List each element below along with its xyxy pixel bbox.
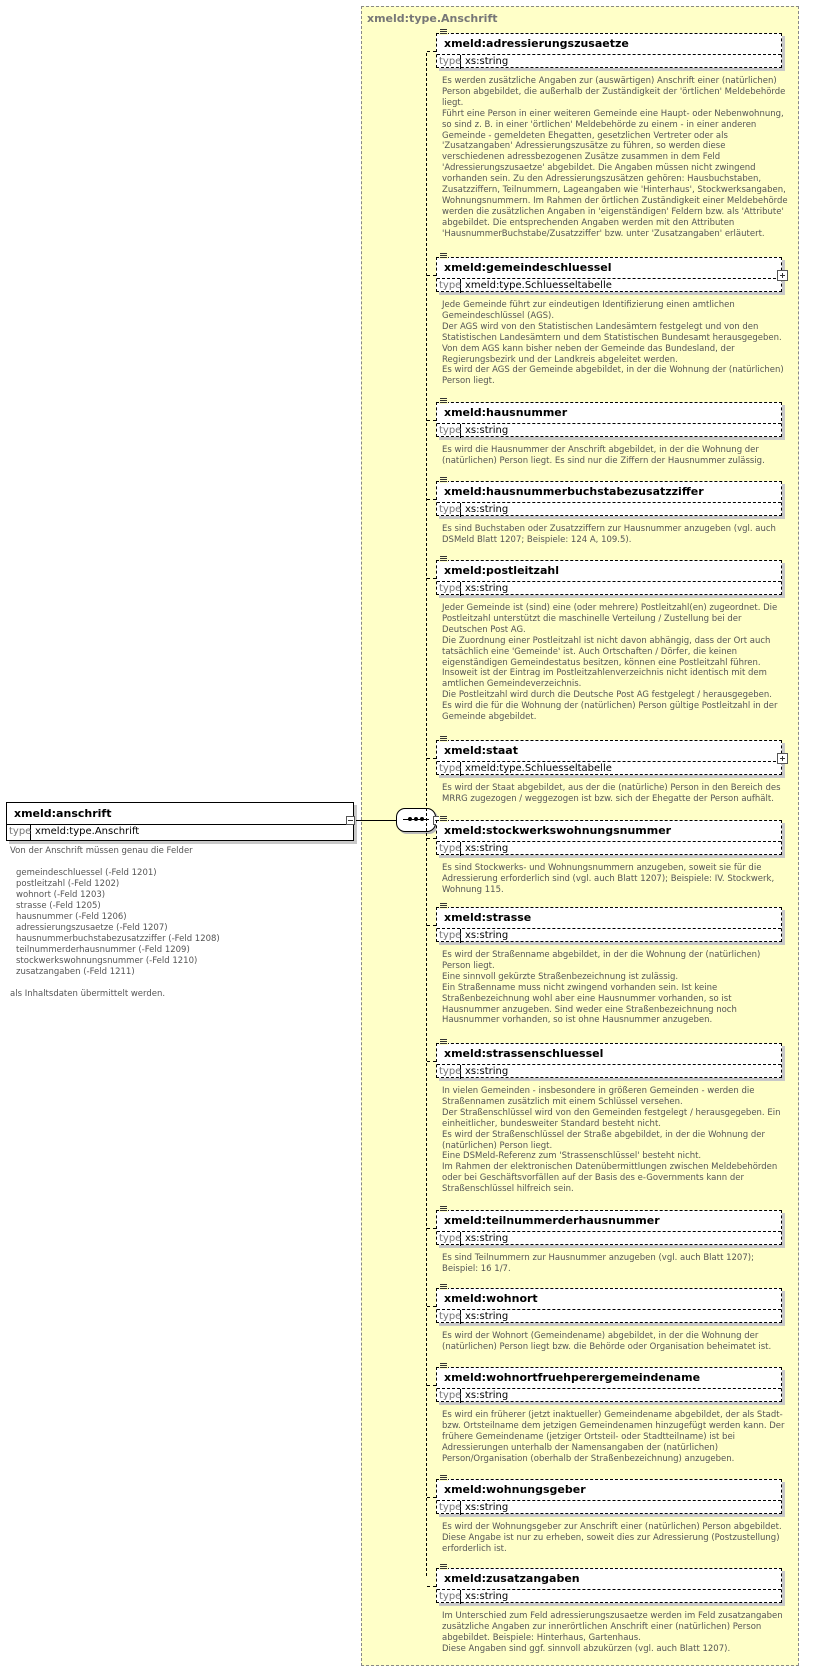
optional-element-icon [439, 816, 448, 822]
child-type-label: type [439, 1502, 462, 1513]
child-type-row [437, 502, 781, 517]
child-element-box[interactable] [436, 1367, 782, 1402]
child-connector [427, 1497, 436, 1498]
child-element-name: xmeld:wohnungsgeber [444, 1483, 586, 1496]
child-type-value: xs:string [465, 425, 509, 436]
child-type-row [437, 1500, 781, 1515]
child-documentation: Es wird ein früherer (jetzt inaktueller) Gemeindename abgebildet, der als Stadt- bzw. Ortsteilname dem jetzigen Gemeindenamen hinzugefügt werden kann. Der frühere Gemeindename (jetziger Ortsteil- oder Stadtteilname) ist bei Adressierungen unterhalb der Namensangaben der (natürlichen) Person/Organisation (oberhalb der Straßenbezeichnung) anzugeben. [442, 1410, 785, 1464]
root-doc-item: gemeindeschluessel (-Feld 1201) [16, 868, 157, 878]
child-element-box[interactable] [436, 560, 782, 595]
child-type-row [437, 278, 781, 293]
child-type-row [437, 1231, 781, 1246]
optional-element-icon [439, 1206, 448, 1212]
child-type-row [437, 761, 781, 776]
child-documentation: Im Unterschied zum Feld adressierungszusaetze werden im Feld zusatzangaben zusätzliche Angaben zur innerörtlichen Anschrift einer (natürlichen) Person abgebildet. Beispiele: Hinterhaus, Gartenhaus. Diese Angaben sind ggf. sinnvoll abzukürzen (vgl. auch Blatt 1207). [442, 1611, 783, 1654]
child-type-row [437, 1589, 781, 1604]
child-element-box[interactable] [436, 1288, 782, 1323]
child-documentation: Jeder Gemeinde ist (sind) eine (oder mehrere) Postleitzahl(en) zugeordnet. Die Postleitzahl unterstützt die maschinelle Verteilung / Zustellung bei der Deutschen Post AG. Die Zuordnung einer Postleitzahl ist nicht davon abhängig, dass der Ort auch tatsächlich eine 'Gemeinde' ist. Auch Ortschaften / Dörfer, die keinen eigenständigen Gemeindestatus besitzen, können eine Postleitzahl führen. Insoweit ist der Eintrag im Postleitzahlenverzeichnis nicht identisch mit dem amtlichen Gemeindeverzeichnis. Die Postleitzahl wird durch die Deutsche Post AG festgelegt / herausgegeben. Es wird die für die Wohnung der (natürlichen) Person gültige Postleitzahl in der Gemeinde abgebildet. [442, 603, 778, 723]
child-type-label: type [439, 280, 462, 291]
child-documentation: Es sind Buchstaben oder Zusatzziffern zur Hausnummer anzugeben (vgl. auch DSMeld Blatt 1207; Beispiele: 124 A, 109.5). [442, 524, 776, 545]
child-type-label: type [439, 1311, 462, 1322]
root-doc-item: hausnummerbuchstabezusatzziffer (-Feld 1208) [16, 934, 220, 944]
optional-element-icon [439, 1363, 448, 1369]
root-documentation [10, 846, 340, 1000]
root-connector [356, 820, 396, 821]
child-type-label: type [439, 425, 462, 436]
child-type-value: xmeld:type.Schluesseltabelle [465, 280, 612, 291]
child-element-name: xmeld:adressierungszusaetze [444, 37, 629, 50]
child-documentation: Es wird der Wohnungsgeber zur Anschrift einer (natürlichen) Person abgebildet. Diese Angabe ist nur zu erheben, soweit dies zur Adressierung (Postzustellung) erforderlich ist. [442, 1522, 782, 1554]
child-documentation: Es werden zusätzliche Angaben zur (auswärtigen) Anschrift einer (natürlichen) Person abgebildet, die außerhalb der Zuständigkeit der 'örtlichen' Meldebehörde liegt. Führt eine Person in einer weiteren Gemeinde eine Haupt- oder Nebenwohnung, so sind z. B. in einer 'örtlichen' Meldebehörde zu einem - in einer anderen Gemeinde - gemeldeten Ehegatten, gesetzlichen Vertreter oder als 'Zusatzangaben' Adressierungszusätze zu führen, so werden diese verschiedenen adressbezogenen Zusätze zusammen in dem Feld 'Adressierungszusaetze' abgebildet. Die Angaben müssen nicht zwingend vorhanden sein. Zu den Adressierungszusätzen gehören: Hausbuchstaben, Zusatzziffern, Teilnummern, Lageangaben wie 'Hinterhaus', Stockwerksangaben, Wohnungsnummern. Im Rahmen der örtlichen Zuständigkeit einer Meldebehörde werden die zusätzlichen Angaben in 'eigenständigen' Feldern bzw. als 'Attribute' abgebildet. Die entsprechenden Angaben werden mit den Attributen 'HausnummerBuchstabe/Zusatzziffer' bzw. unter 'Zusatzangaben' erläutert. [442, 76, 788, 239]
complex-type-title: xmeld:type.Anschrift [367, 12, 498, 25]
child-type-label: type [439, 843, 462, 854]
root-doc-item: stockwerkswohnungsnummer (-Feld 1210) [16, 956, 198, 966]
root-element-anschrift[interactable] [6, 802, 354, 841]
optional-element-icon [439, 477, 448, 483]
child-connector [427, 1061, 436, 1062]
optional-element-icon [439, 1564, 448, 1570]
root-doc-item: wohnort (-Feld 1203) [16, 890, 106, 900]
optional-element-icon [439, 398, 448, 404]
child-element-name: xmeld:teilnummerderhausnummer [444, 1214, 660, 1227]
child-type-value: xs:string [465, 1591, 509, 1602]
root-doc-item: hausnummer (-Feld 1206) [16, 912, 127, 922]
child-documentation: Es sind Stockwerks- und Wohnungsnummern anzugeben, soweit sie für die Adressierung erforderlich sind (vgl. auch Blatt 1207); Beispiele: IV. Stockwerk, Wohnung 115. [442, 863, 775, 895]
child-element-name: xmeld:wohnortfruehperergemeindename [444, 1371, 701, 1384]
root-doc-item: strasse (-Feld 1205) [16, 901, 101, 911]
child-type-row [437, 1388, 781, 1403]
optional-element-icon [439, 556, 448, 562]
optional-element-icon [439, 1284, 448, 1290]
child-type-value: xs:string [465, 1233, 509, 1244]
child-element-box[interactable] [436, 820, 782, 855]
root-element-name: xmeld:anschrift [14, 807, 112, 820]
root-doc-list [10, 868, 340, 978]
child-element-name: xmeld:postleitzahl [444, 564, 559, 577]
child-element-box[interactable] [436, 1210, 782, 1245]
root-type-value: xmeld:type.Anschrift [35, 826, 140, 837]
child-documentation: Es wird der Wohnort (Gemeindename) abgebildet, in der die Wohnung der (natürlichen) Person liegt bzw. die Behörde oder Organisation beheimatet ist. [442, 1331, 772, 1352]
root-collapse-icon[interactable] [346, 816, 355, 825]
child-element-box[interactable] [436, 1479, 782, 1514]
child-element-box[interactable] [436, 402, 782, 437]
child-connector [427, 1385, 436, 1386]
child-type-value: xmeld:type.Schluesseltabelle [465, 763, 612, 774]
child-type-value: xs:string [465, 56, 509, 67]
child-element-box[interactable] [436, 907, 782, 942]
root-doc-intro: Von der Anschrift müssen genau die Felder [10, 846, 193, 856]
child-type-label: type [439, 583, 462, 594]
child-type-value: xs:string [465, 1311, 509, 1322]
child-type-row [437, 1064, 781, 1079]
child-element-name: xmeld:strassenschluessel [444, 1047, 604, 1060]
child-type-row [437, 423, 781, 438]
optional-element-icon [439, 29, 448, 35]
child-element-name: xmeld:gemeindeschluessel [444, 261, 612, 274]
child-type-value: xs:string [465, 583, 509, 594]
child-type-row [437, 928, 781, 943]
root-doc-item: postleitzahl (-Feld 1202) [16, 879, 120, 889]
child-connector [427, 838, 436, 839]
child-connector [427, 1586, 436, 1587]
child-type-row [437, 54, 781, 69]
child-type-label: type [439, 1591, 462, 1602]
child-element-name: xmeld:wohnort [444, 1292, 538, 1305]
child-element-box[interactable] [436, 257, 782, 292]
child-connector [427, 925, 436, 926]
child-type-row [437, 1309, 781, 1324]
child-connector [427, 499, 436, 500]
child-type-value: xs:string [465, 1390, 509, 1401]
child-type-value: xs:string [465, 1066, 509, 1077]
child-element-name: xmeld:hausnummerbuchstabezusatzziffer [444, 485, 704, 498]
child-element-box[interactable] [436, 33, 782, 68]
child-documentation: In vielen Gemeinden - insbesondere in größeren Gemeinden - werden die Straßennamen zusätzlich mit einem Schlüssel versehen. Der Straßenschlüssel wird von den Gemeinden festgelegt / herausgegeben. Ein einheitlicher, bundesweiter Standard besteht nicht. Es wird der Straßenschlüssel der Straße abgebildet, in der die Wohnung der (natürlichen) Person liegt. Eine DSMeld-Referenz zum 'Strassenschlüssel' besteht nicht. Im Rahmen der elektronischen Datenübermittlungen zwischen Meldebehörden oder bei Geschäftsvorfällen auf der Basis des e-Governments kann der Straßenschlüssel hilfreich sein. [442, 1086, 781, 1195]
child-type-row [437, 841, 781, 856]
root-doc-item: teilnummerderhausnummer (-Feld 1209) [16, 945, 190, 955]
child-connector [427, 1306, 436, 1307]
child-connector [427, 275, 436, 276]
child-element-name: xmeld:staat [444, 744, 518, 757]
child-element-box[interactable] [436, 481, 782, 516]
child-type-row [437, 581, 781, 596]
child-type-label: type [439, 504, 462, 515]
child-type-label: type [439, 930, 462, 941]
child-element-box[interactable] [436, 1568, 782, 1603]
sequence-spine [426, 53, 427, 1576]
child-type-value: xs:string [465, 1502, 509, 1513]
child-connector [427, 1228, 436, 1229]
expand-icon[interactable] [777, 270, 788, 281]
root-doc-item: zusatzangaben (-Feld 1211) [16, 967, 135, 977]
optional-element-icon [439, 903, 448, 909]
child-element-box[interactable] [436, 1043, 782, 1078]
child-type-label: type [439, 1390, 462, 1401]
optional-element-icon [439, 253, 448, 259]
child-element-name: xmeld:hausnummer [444, 406, 568, 419]
child-type-label: type [439, 1066, 462, 1077]
child-type-label: type [439, 763, 462, 774]
child-connector [427, 51, 436, 52]
expand-icon[interactable] [777, 753, 788, 764]
sequence-compositor-icon[interactable] [396, 808, 436, 832]
child-connector [427, 758, 436, 759]
optional-element-icon [439, 1039, 448, 1045]
root-type-label: type [7, 825, 31, 840]
root-doc-item: adressierungszusaetze (-Feld 1207) [16, 923, 168, 933]
child-element-name: xmeld:strasse [444, 911, 532, 924]
child-connector [427, 420, 436, 421]
child-type-value: xs:string [465, 843, 509, 854]
child-documentation: Es wird die Hausnummer der Anschrift abgebildet, in der die Wohnung der (natürlichen) Person liegt. Es sind nur die Ziffern der Hausnummer zulässig. [442, 445, 765, 466]
child-connector [427, 578, 436, 579]
child-element-box[interactable] [436, 740, 782, 775]
child-documentation: Es wird der Staat abgebildet, aus der die (natürliche) Person in den Bereich des MRRG zugezogen / weggezogen ist bzw. sich der Ehegatte der Person aufhält. [442, 783, 781, 804]
child-type-value: xs:string [465, 930, 509, 941]
child-documentation: Es sind Teilnummern zur Hausnummer anzugeben (vgl. auch Blatt 1207); Beispiel: 16 1/7. [442, 1253, 754, 1274]
child-type-label: type [439, 56, 462, 67]
child-element-name: xmeld:zusatzangaben [444, 1572, 580, 1585]
child-documentation: Es wird der Straßenname abgebildet, in der die Wohnung der (natürlichen) Person liegt. Eine sinnvoll gekürzte Straßenbezeichnung ist zulässig. Ein Straßenname muss nicht zwingend vorhanden sein. Ist keine Straßenbezeichnung wohl aber eine Hausnummer vorhanden, so ist Hausnummer anzugeben. Sind weder eine Straßenbezeichnung noch Hausnummer vorhanden, so ist ohne Hausnummer anzugeben. [442, 950, 761, 1026]
root-doc-outro: als Inhaltsdaten übermittelt werden. [10, 989, 166, 999]
child-element-name: xmeld:stockwerkswohnungsnummer [444, 824, 672, 837]
child-documentation: Jede Gemeinde führt zur eindeutigen Identifizierung einen amtlichen Gemeindeschlüssel (AGS). Der AGS wird von den Statistischen Landesämtern festgelegt und von den Statistischen Landesämtern und dem Statistischen Bundesamt herausgegeben. Von dem AGS kann bisher neben der Gemeinde das Bundesland, der Regierungsbezirk und der Landkreis abgeleitet werden. Es wird der AGS der Gemeinde abgebildet, in der die Wohnung der (natürlichen) Person liegt. [442, 300, 784, 387]
optional-element-icon [439, 1475, 448, 1481]
optional-element-icon [439, 736, 448, 742]
child-type-label: type [439, 1233, 462, 1244]
root-type-row [7, 824, 353, 840]
child-type-value: xs:string [465, 504, 509, 515]
